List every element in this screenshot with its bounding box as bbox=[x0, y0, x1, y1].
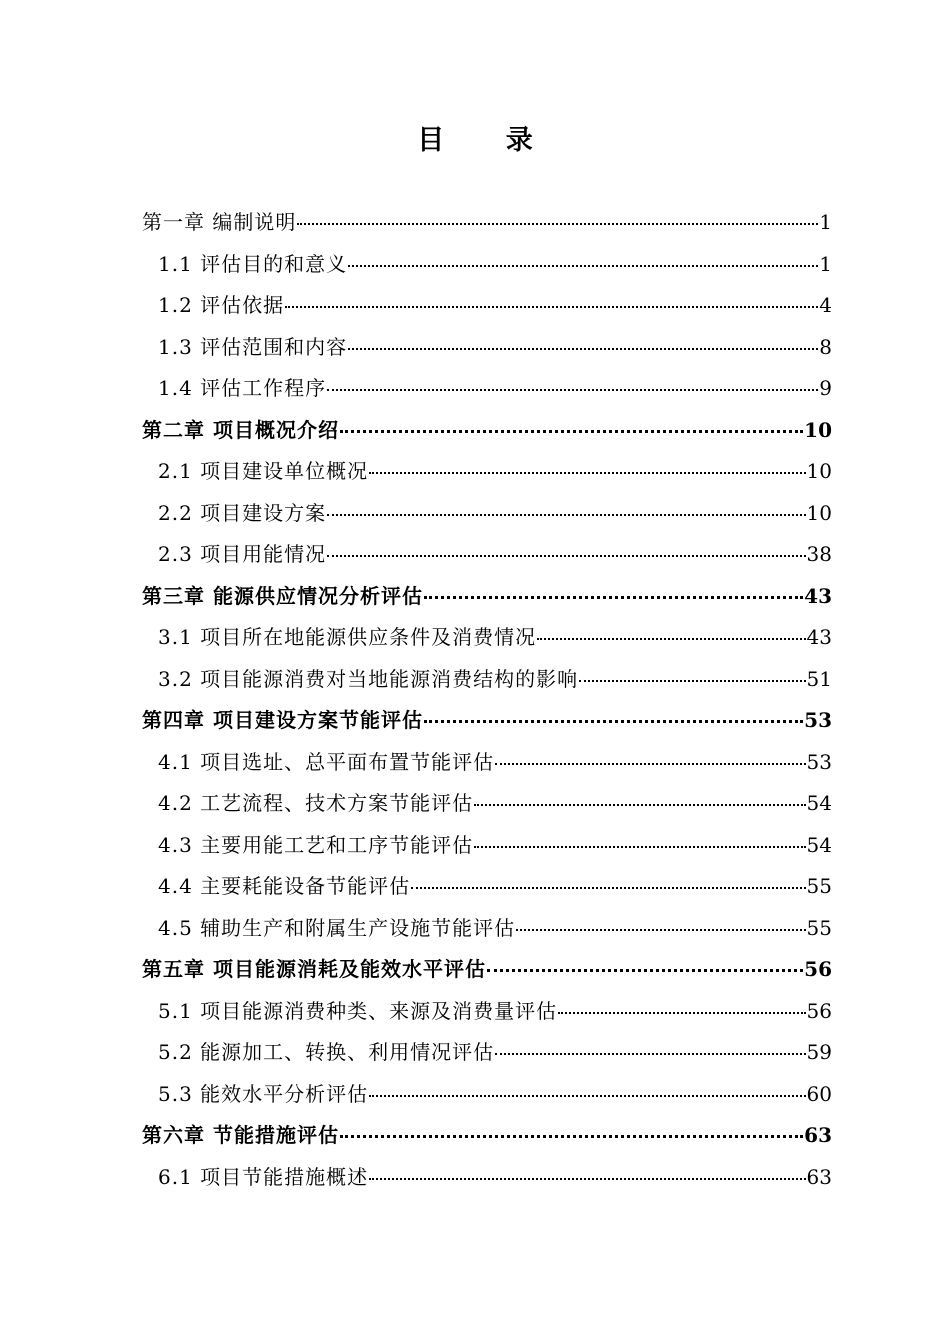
toc-leader-dots bbox=[411, 887, 805, 889]
toc-leader-dots bbox=[348, 265, 818, 267]
toc-entry-label: 第一章 编制说明 bbox=[142, 210, 297, 234]
toc-entry-label: 2.3 项目用能情况 bbox=[158, 542, 327, 566]
toc-entry-label: 2.1 项目建设单位概况 bbox=[158, 459, 369, 483]
toc-entry-label: 4.5 辅助生产和附属生产设施节能评估 bbox=[158, 915, 516, 940]
toc-chapter-entry[interactable] bbox=[142, 949, 832, 991]
toc-entry-label: 1.1 评估目的和意义 bbox=[158, 251, 348, 276]
toc-page-number: 4 bbox=[819, 293, 832, 317]
toc-leader-dots bbox=[327, 514, 805, 516]
toc-entry-label: 第四章 项目建设方案节能评估 bbox=[142, 708, 423, 732]
toc-page-number: 9 bbox=[819, 376, 832, 400]
toc-leader-dots bbox=[369, 1095, 805, 1097]
toc-leader-dots bbox=[348, 348, 818, 350]
toc-chapter-entry[interactable] bbox=[142, 700, 832, 742]
toc-leader-dots bbox=[369, 1178, 805, 1180]
toc-entry-label: 5.3 能效水平分析评估 bbox=[158, 1081, 369, 1106]
toc-section-entry[interactable] bbox=[142, 908, 832, 950]
toc-leader-dots bbox=[327, 555, 805, 557]
toc-leader-dots bbox=[495, 1053, 805, 1055]
toc-leader-dots bbox=[424, 596, 803, 599]
toc-page-number: 10 bbox=[806, 500, 832, 525]
toc-page-number: 43 bbox=[804, 583, 832, 608]
toc-page-number: 1 bbox=[819, 210, 832, 234]
toc-leader-dots bbox=[474, 846, 805, 848]
toc-page-number: 43 bbox=[806, 625, 832, 649]
toc-section-entry[interactable] bbox=[142, 783, 832, 825]
toc-section-entry[interactable] bbox=[142, 368, 832, 410]
toc-entry-label: 4.3 主要用能工艺和工序节能评估 bbox=[158, 832, 474, 857]
toc-entry-label: 1.3 评估范围和内容 bbox=[158, 334, 348, 359]
toc-entry-label: 第五章 项目能源消耗及能效水平评估 bbox=[142, 957, 486, 981]
toc-entry-label: 1.2 评估依据 bbox=[158, 293, 285, 317]
toc-section-entry[interactable] bbox=[142, 327, 832, 369]
page-title: 目 录 bbox=[417, 125, 559, 156]
toc-page-number: 56 bbox=[804, 957, 832, 981]
toc-entry-label: 5.2 能源加工、转换、利用情况评估 bbox=[158, 1040, 495, 1064]
toc-page-number: 54 bbox=[806, 791, 832, 815]
toc-leader-dots bbox=[474, 804, 805, 806]
toc-page-number: 60 bbox=[806, 1081, 832, 1106]
toc-section-entry[interactable] bbox=[142, 285, 832, 327]
toc-page-number: 56 bbox=[806, 998, 832, 1023]
toc-section-entry[interactable] bbox=[142, 244, 832, 286]
toc-section-entry[interactable] bbox=[142, 742, 832, 784]
toc-entry-label: 1.4 评估工作程序 bbox=[158, 376, 327, 400]
toc-chapter-entry[interactable] bbox=[142, 1115, 832, 1157]
toc-entry-label: 第二章 项目概况介绍 bbox=[142, 417, 339, 442]
toc-entry-label: 4.2 工艺流程、技术方案节能评估 bbox=[158, 791, 474, 815]
toc-page-number: 63 bbox=[804, 1123, 832, 1147]
toc-entry-label: 5.1 项目能源消费种类、来源及消费量评估 bbox=[158, 998, 558, 1023]
toc-page-number: 53 bbox=[806, 749, 832, 774]
toc-leader-dots bbox=[285, 306, 818, 308]
toc-section-entry[interactable] bbox=[142, 534, 832, 576]
table-of-contents bbox=[142, 202, 832, 1198]
toc-leader-dots bbox=[495, 763, 805, 765]
toc-entry-label: 第三章 能源供应情况分析评估 bbox=[142, 583, 423, 608]
toc-leader-dots bbox=[516, 929, 805, 931]
toc-page-number: 55 bbox=[806, 874, 832, 898]
toc-page-number: 59 bbox=[806, 1040, 832, 1064]
toc-page-number: 38 bbox=[806, 542, 832, 566]
toc-section-entry[interactable] bbox=[142, 866, 832, 908]
toc-page-number: 53 bbox=[804, 708, 832, 732]
toc-section-entry[interactable] bbox=[142, 1074, 832, 1116]
toc-entry-label: 4.4 主要耗能设备节能评估 bbox=[158, 874, 411, 898]
toc-section-entry[interactable] bbox=[142, 1032, 832, 1074]
toc-section-entry[interactable] bbox=[142, 451, 832, 493]
toc-page-number: 51 bbox=[806, 666, 832, 691]
toc-chapter-entry[interactable] bbox=[142, 576, 832, 618]
toc-leader-dots bbox=[340, 430, 803, 433]
toc-entry-label: 4.1 项目选址、总平面布置节能评估 bbox=[158, 749, 495, 774]
toc-entry-label: 6.1 项目节能措施概述 bbox=[158, 1164, 369, 1189]
toc-leader-dots bbox=[579, 680, 805, 682]
toc-section-entry[interactable] bbox=[142, 493, 832, 535]
toc-leader-dots bbox=[369, 472, 805, 474]
toc-leader-dots bbox=[327, 389, 818, 391]
toc-leader-dots bbox=[537, 638, 805, 640]
toc-entry-label: 3.2 项目能源消费对当地能源消费结构的影响 bbox=[158, 666, 579, 691]
toc-entry-label: 3.1 项目所在地能源供应条件及消费情况 bbox=[158, 625, 537, 649]
toc-section-entry[interactable] bbox=[142, 659, 832, 701]
toc-section-entry[interactable] bbox=[142, 825, 832, 867]
toc-leader-dots bbox=[558, 1012, 805, 1014]
toc-leader-dots bbox=[487, 969, 803, 972]
toc-page-number: 63 bbox=[806, 1164, 832, 1189]
toc-entry-label: 2.2 项目建设方案 bbox=[158, 500, 327, 525]
toc-leader-dots bbox=[424, 720, 803, 723]
toc-leader-dots bbox=[297, 223, 818, 225]
toc-section-entry[interactable] bbox=[142, 991, 832, 1033]
toc-page-number: 54 bbox=[806, 832, 832, 857]
toc-chapter-entry[interactable] bbox=[142, 410, 832, 452]
toc-page-number: 10 bbox=[806, 459, 832, 483]
toc-page-number: 1 bbox=[819, 251, 832, 276]
toc-leader-dots bbox=[340, 1135, 803, 1138]
toc-chapter-entry[interactable] bbox=[142, 202, 832, 244]
toc-entry-label: 第六章 节能措施评估 bbox=[142, 1123, 339, 1147]
toc-section-entry[interactable] bbox=[142, 617, 832, 659]
toc-section-entry[interactable] bbox=[142, 1157, 832, 1199]
toc-page-number: 10 bbox=[804, 417, 832, 442]
toc-page-number: 55 bbox=[806, 915, 832, 940]
toc-page-number: 8 bbox=[819, 334, 832, 359]
